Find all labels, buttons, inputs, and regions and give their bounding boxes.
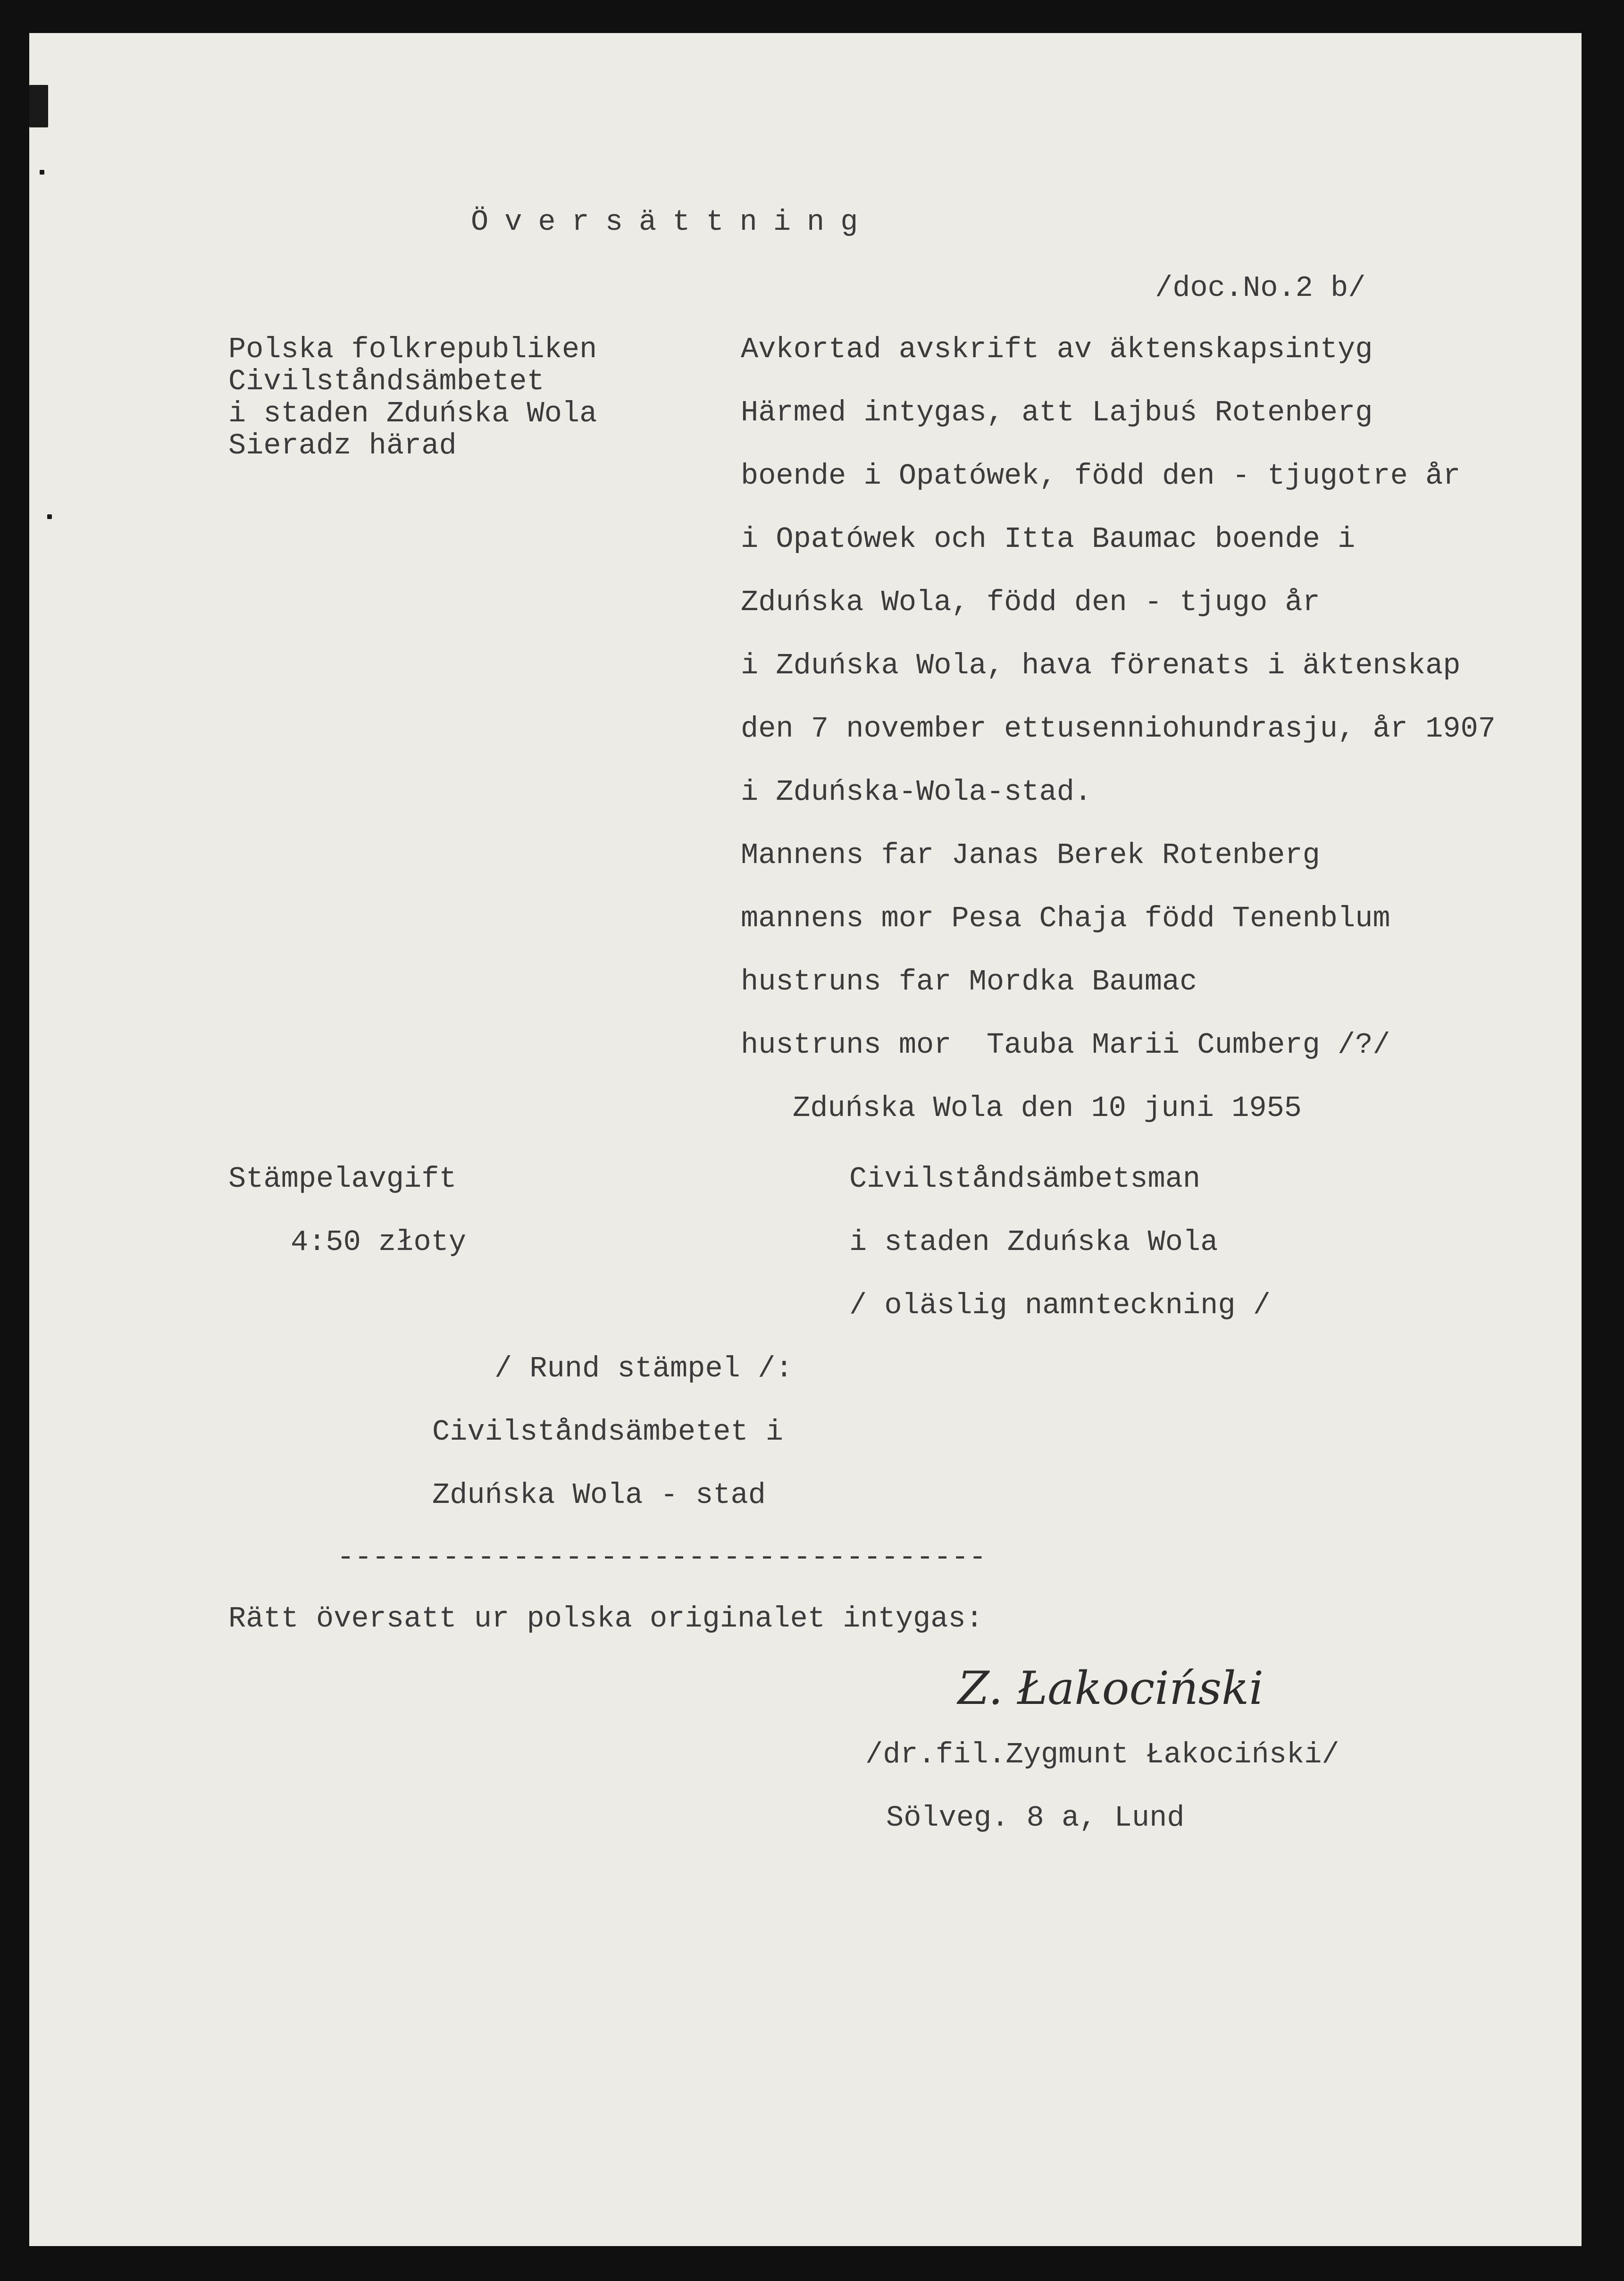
issuer-line: Sieradz härad bbox=[228, 429, 457, 462]
body-line: hustruns far Mordka Baumac bbox=[741, 965, 1197, 998]
fee-label: Stämpelavgift bbox=[228, 1162, 457, 1196]
body-line: boende i Opatówek, född den - tjugotre år bbox=[741, 459, 1461, 493]
torn-corner-mark bbox=[29, 85, 48, 127]
official-line: / oläslig namnteckning / bbox=[849, 1289, 1271, 1322]
translator-name: /dr.fil.Zygmunt Łakociński/ bbox=[865, 1738, 1339, 1771]
document-page bbox=[29, 33, 1582, 2246]
handwritten-signature: Z. Łakociński bbox=[958, 1662, 1264, 1715]
issuer-line: Civilståndsämbetet bbox=[228, 365, 544, 398]
stamp-line: Zduńska Wola - stad bbox=[432, 1478, 766, 1512]
document-number: /doc.No.2 b/ bbox=[1155, 271, 1366, 305]
stamp-line: / Rund stämpel /: bbox=[494, 1352, 793, 1385]
separator-line: ------------------------------------- bbox=[337, 1541, 987, 1574]
edge-mark bbox=[40, 170, 44, 175]
edge-mark bbox=[47, 514, 52, 519]
body-line: Härmed intygas, att Lajbuś Rotenberg bbox=[741, 396, 1373, 429]
issuer-line: i staden Zduńska Wola bbox=[228, 397, 597, 430]
issuer-line: Polska folkrepubliken bbox=[228, 333, 597, 366]
body-line: i Opatówek och Itta Baumac boende i bbox=[741, 522, 1356, 556]
body-line: Mannens far Janas Berek Rotenberg bbox=[741, 839, 1320, 872]
place-date: Zduńska Wola den 10 juni 1955 bbox=[793, 1091, 1302, 1125]
certification-text: Rätt översatt ur polska originalet intygas: bbox=[228, 1602, 983, 1635]
body-line: i Zduńska Wola, hava förenats i äktenskap bbox=[741, 649, 1461, 682]
stamp-line: Civilståndsämbetet i bbox=[432, 1415, 784, 1449]
translator-address: Sölveg. 8 a, Lund bbox=[886, 1801, 1185, 1835]
document-title: Översättning bbox=[471, 205, 874, 239]
body-line: Zduńska Wola, född den - tjugo år bbox=[741, 586, 1320, 619]
body-line: mannens mor Pesa Chaja född Tenenblum bbox=[741, 902, 1390, 935]
body-line: Avkortad avskrift av äktenskapsintyg bbox=[741, 333, 1373, 366]
fee-amount: 4:50 złoty bbox=[291, 1225, 467, 1259]
body-line: i Zduńska-Wola-stad. bbox=[741, 775, 1092, 809]
body-line: den 7 november ettusenniohundrasju, år 1907 bbox=[741, 712, 1496, 746]
official-line: Civilståndsämbetsman bbox=[849, 1162, 1201, 1196]
official-line: i staden Zduńska Wola bbox=[849, 1225, 1218, 1259]
body-line: hustruns mor Tauba Marii Cumberg /?/ bbox=[741, 1028, 1390, 1062]
